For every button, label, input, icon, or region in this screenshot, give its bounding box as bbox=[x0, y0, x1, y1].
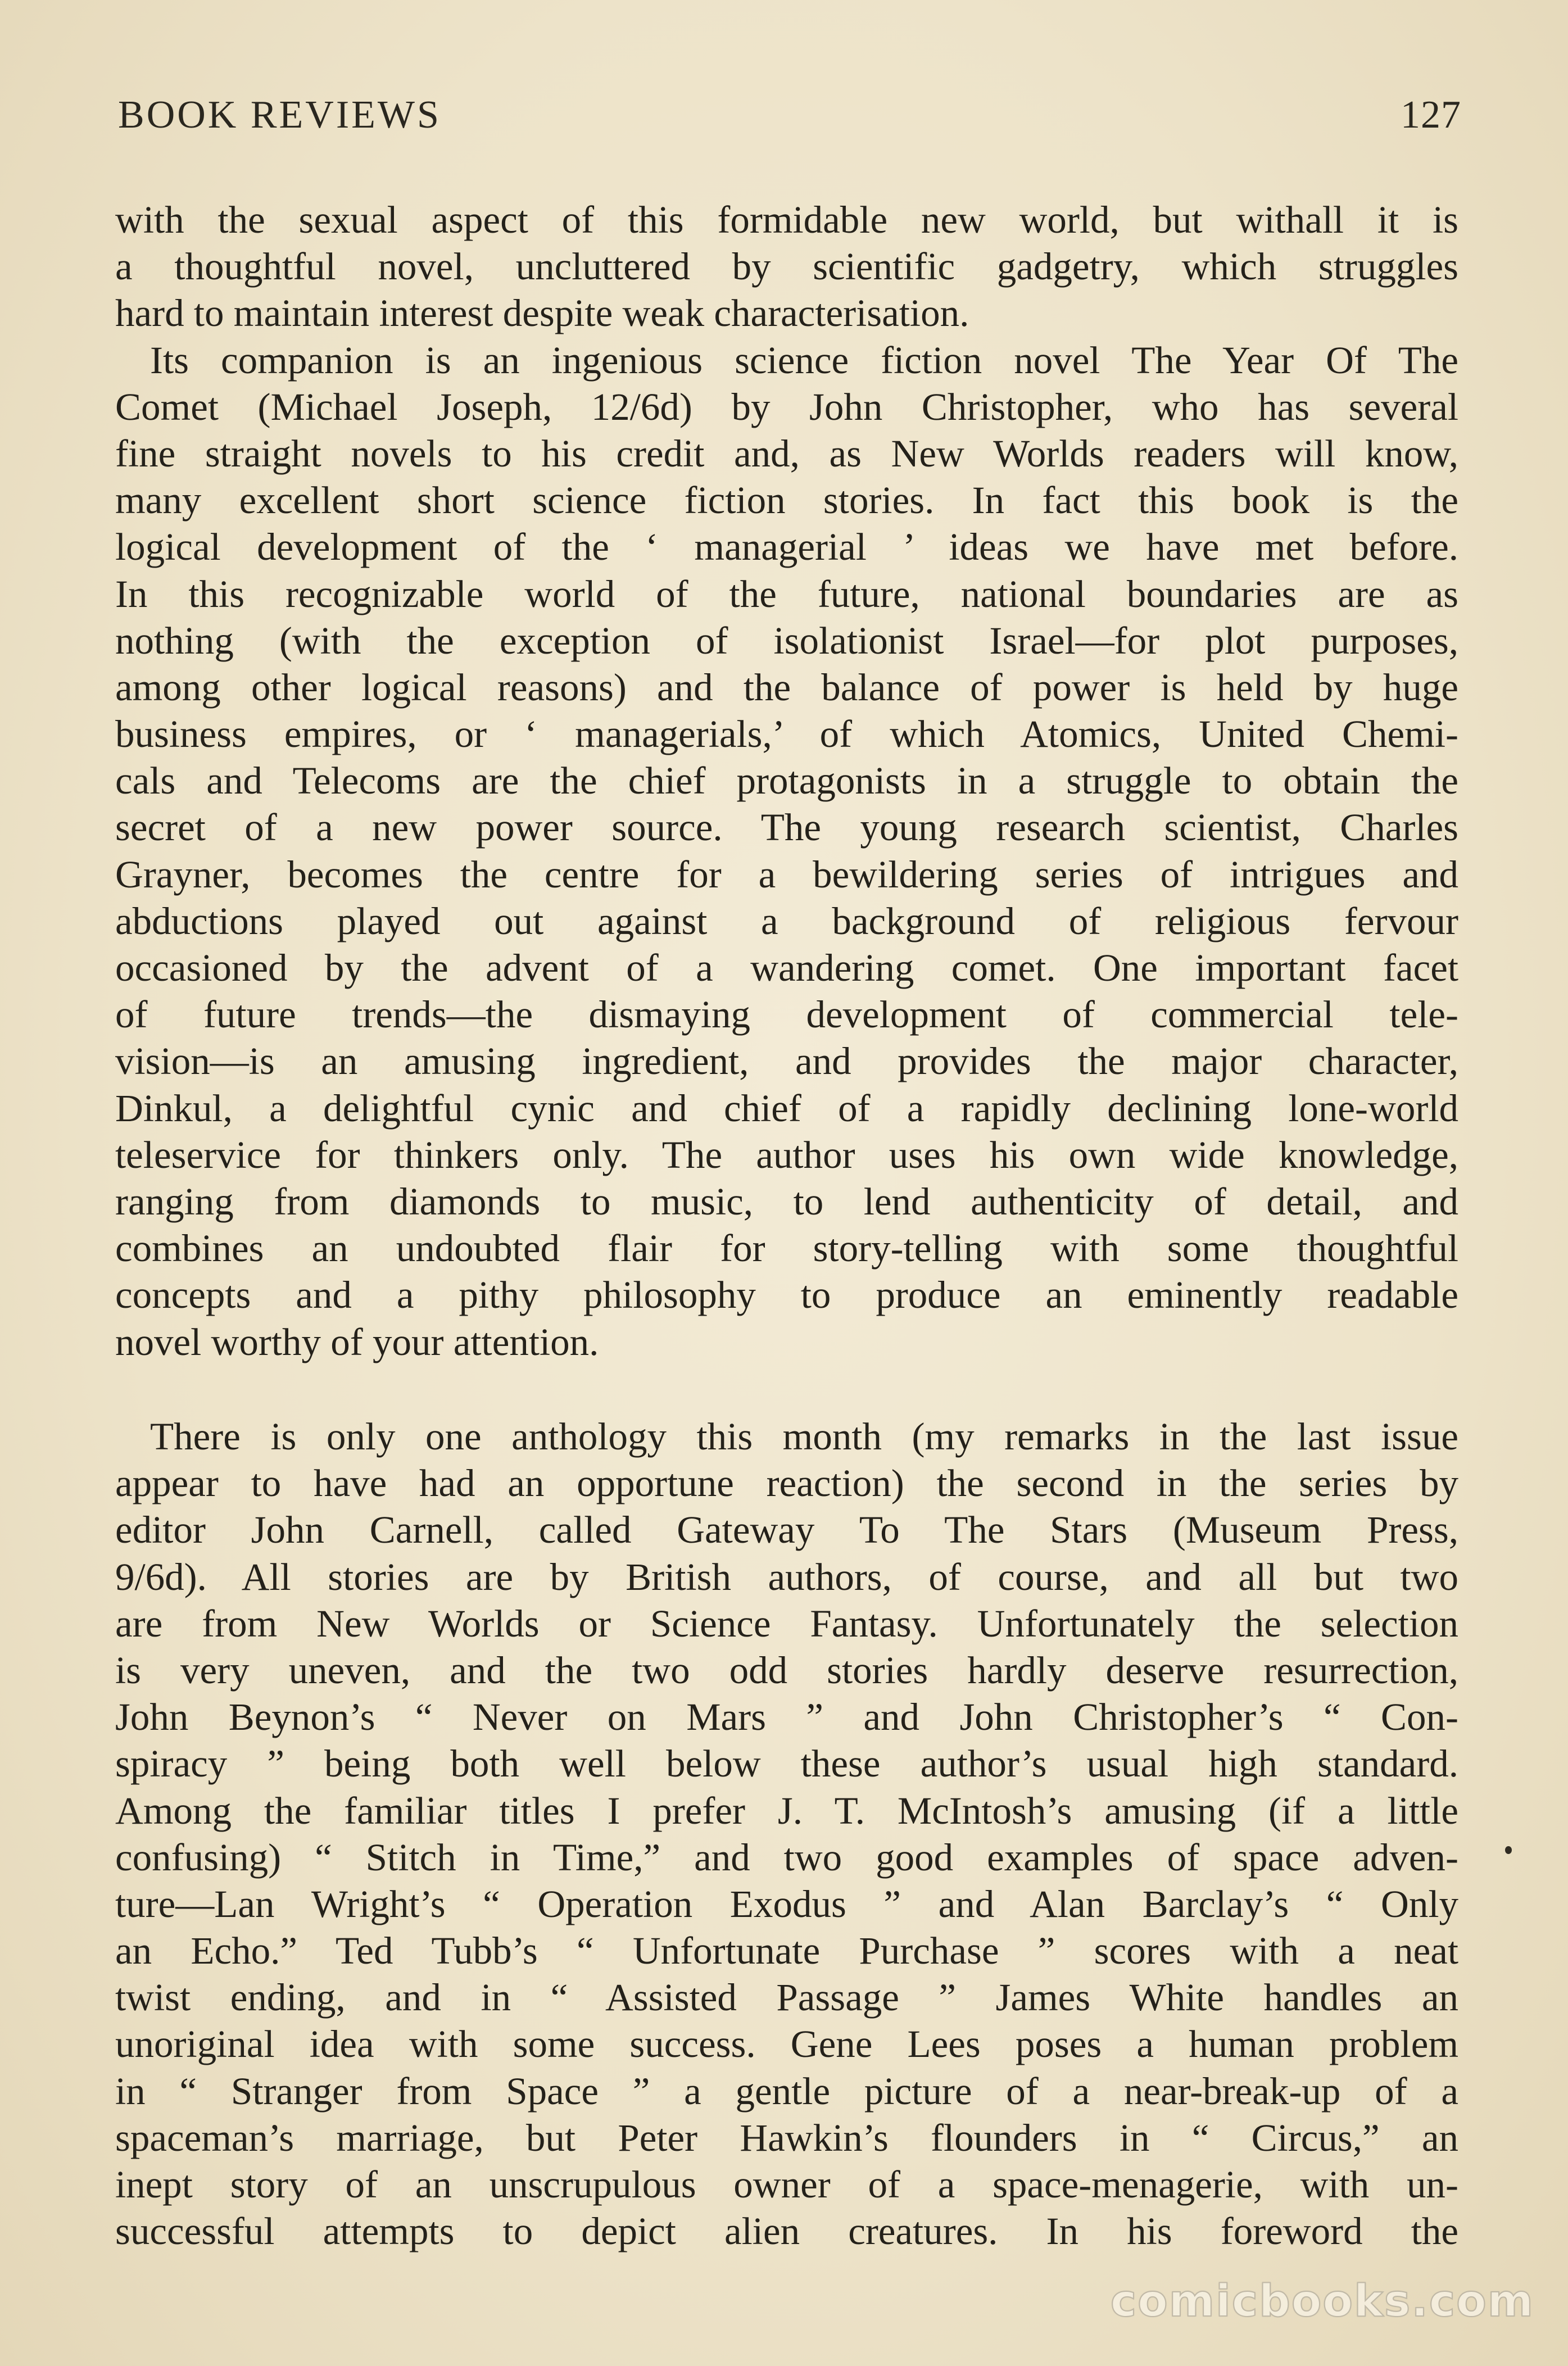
text-line: successful attempts to depict alien creatures. In his foreword the bbox=[115, 2210, 1458, 2253]
text-line: business empires, or ‘ managerials,’ of which Atomics, United Chemi- bbox=[115, 713, 1458, 756]
watermark-logo: comicbooks.com bbox=[1110, 2276, 1534, 2327]
ink-speck bbox=[1505, 1846, 1512, 1854]
text-line: is very uneven, and the two odd stories hardly deserve resurrection, bbox=[115, 1648, 1458, 1692]
text-line: hard to maintain interest despite weak characterisation. bbox=[115, 292, 969, 335]
text-line: appear to have had an opportune reaction) the second in the series by bbox=[115, 1462, 1458, 1505]
section-title: BOOK REVIEWS bbox=[118, 93, 441, 137]
text-line: ranging from diamonds to music, to lend authenticity of detail, and bbox=[115, 1180, 1458, 1223]
text-line: John Beynon’s “ Never on Mars ” and John Christopher’s “ Con- bbox=[115, 1696, 1458, 1739]
text-line: ture—Lan Wright’s “ Operation Exodus ” and Alan Barclay’s “ Only bbox=[115, 1882, 1458, 1925]
text-line: secret of a new power source. The young research scientist, Charles bbox=[115, 806, 1458, 849]
text-line: Its companion is an ingenious science fiction novel The Year Of The bbox=[150, 338, 1458, 382]
text-line: Grayner, becomes the centre for a bewildering series of intrigues and bbox=[115, 853, 1458, 896]
text-line: spaceman’s marriage, but Peter Hawkin’s flounders in “ Circus,” an bbox=[115, 2116, 1458, 2159]
text-line: abductions played out against a background of religious fervour bbox=[115, 899, 1458, 942]
text-line: teleservice for thinkers only. The author uses his own wide knowledge, bbox=[115, 1133, 1458, 1176]
text-line: vision—is an amusing ingredient, and provides the major character, bbox=[115, 1040, 1458, 1083]
review-paragraphs-second bbox=[115, 1413, 1458, 2255]
text-line: are from New Worlds or Science Fantasy. Unfortunately the selection bbox=[115, 1602, 1458, 1645]
text-line: an Echo.” Ted Tubb’s “ Unfortunate Purchase ” scores with a neat bbox=[115, 1929, 1458, 1973]
text-line: spiracy ” being both well below these author’s usual high standard. bbox=[115, 1742, 1458, 1785]
text-line: inept story of an unscrupulous owner of a space-menagerie, with un- bbox=[115, 2163, 1458, 2206]
review-paragraphs-first bbox=[115, 197, 1458, 1366]
text-line: nothing (with the exception of isolationist Israel—for plot purposes, bbox=[115, 619, 1458, 662]
text-line: among other logical reasons) and the balance of power is held by huge bbox=[115, 665, 1458, 709]
text-line: in “ Stranger from Space ” a gentle picture of a near-break-up of a bbox=[115, 2069, 1458, 2113]
text-line: In this recognizable world of the future, national boundaries are as bbox=[115, 572, 1458, 615]
text-line: editor John Carnell, called Gateway To The Stars (Museum Press, bbox=[115, 1508, 1458, 1552]
text-line: a thoughtful novel, uncluttered by scientific gadgetry, which struggles bbox=[115, 245, 1458, 288]
text-line: Comet (Michael Joseph, 12/6d) by John Christopher, who has several bbox=[115, 385, 1458, 428]
text-line: Among the familiar titles I prefer J. T. McIntosh’s amusing (if a little bbox=[115, 1789, 1458, 1832]
text-line: novel worthy of your attention. bbox=[115, 1320, 599, 1363]
running-head bbox=[118, 93, 1461, 155]
text-line: unoriginal idea with some success. Gene Lees poses a human problem bbox=[115, 2023, 1458, 2066]
text-line: fine straight novels to his credit and, as New Worlds readers will know, bbox=[115, 432, 1458, 475]
text-line: many excellent short science fiction stories. In fact this book is the bbox=[115, 479, 1458, 522]
text-line: cals and Telecoms are the chief protagonists in a struggle to obtain the bbox=[115, 759, 1458, 803]
text-line: 9/6d). All stories are by British authors, of course, and all but two bbox=[115, 1555, 1458, 1598]
text-line: combines an undoubted flair for story-telling with some thoughtful bbox=[115, 1227, 1458, 1270]
text-line: concepts and a pithy philosophy to produce an eminently readable bbox=[115, 1273, 1458, 1317]
text-line: of future trends—the dismaying development of commercial tele- bbox=[115, 993, 1458, 1036]
text-line: There is only one anthology this month (my remarks in the last issue bbox=[150, 1415, 1458, 1458]
text-line: confusing) “ Stitch in Time,” and two good examples of space adven- bbox=[115, 1835, 1458, 1879]
text-line: logical development of the ‘ managerial ’ ideas we have met before. bbox=[115, 525, 1458, 569]
text-line: Dinkul, a delightful cynic and chief of a rapidly declining lone-world bbox=[115, 1086, 1458, 1130]
text-line: occasioned by the advent of a wandering comet. One important facet bbox=[115, 946, 1458, 989]
page-number: 127 bbox=[1401, 93, 1461, 137]
text-line: with the sexual aspect of this formidable new world, but withall it is bbox=[115, 198, 1458, 241]
text-line: twist ending, and in “ Assisted Passage ” James White handles an bbox=[115, 1976, 1458, 2019]
